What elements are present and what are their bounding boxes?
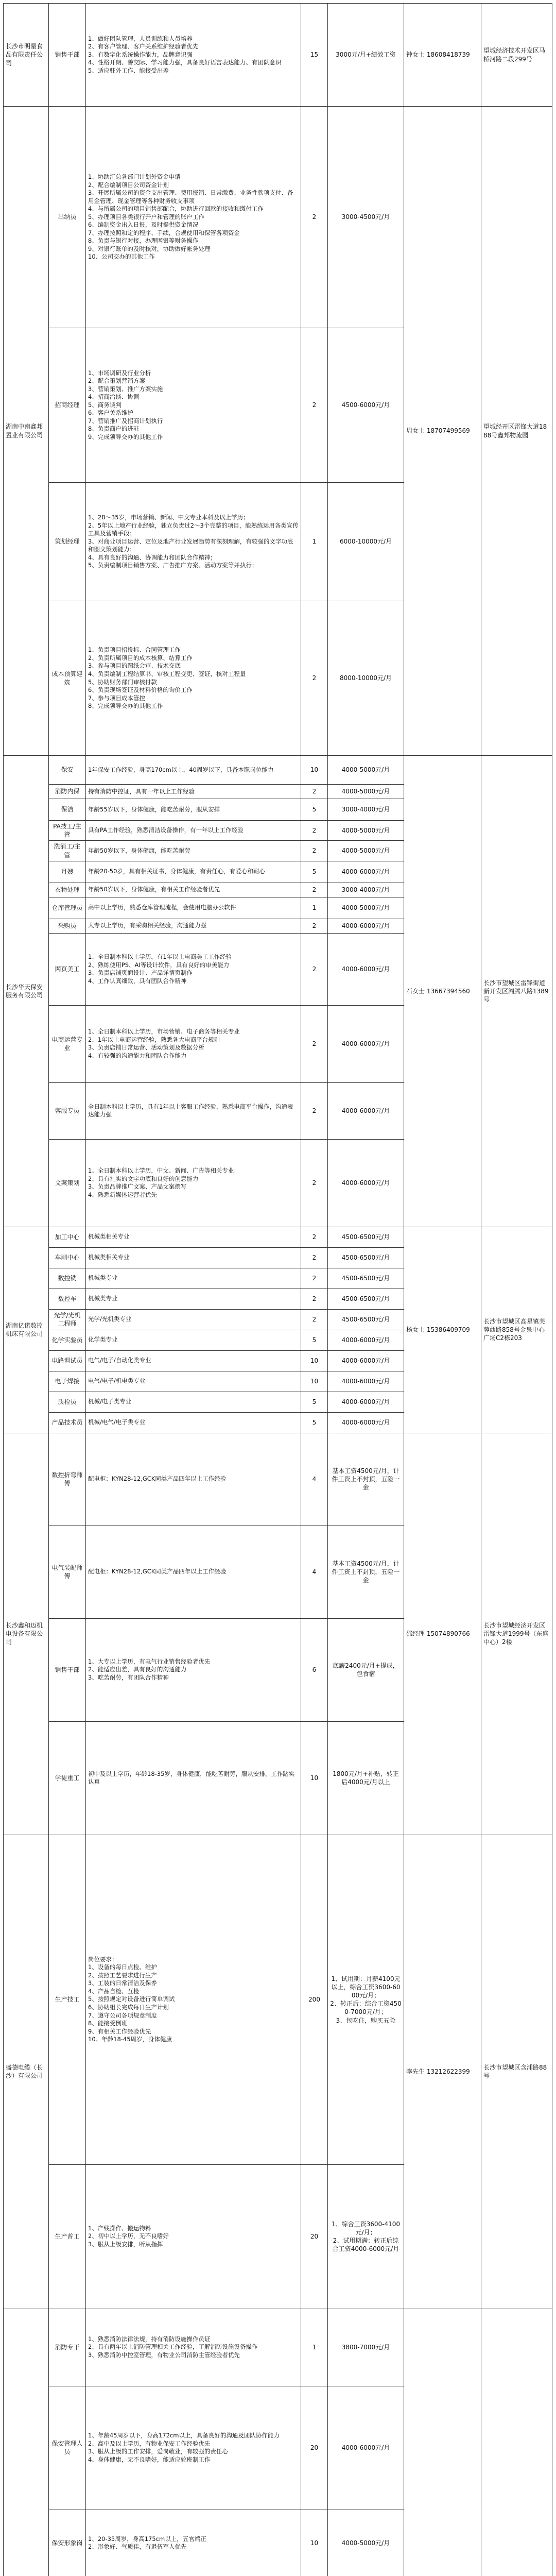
requirement-line: 6、负责现场签证及材料价格的询价工作 [88, 686, 193, 694]
contact-cell: 杨女士 15386409709 [404, 1227, 481, 1433]
salary-cell: 6000-10000元/月 [328, 483, 404, 601]
company-name-cell: 盛德电缆（长沙）有限公司 [4, 1835, 49, 2309]
requirement-line: 1、产线操作、搬运物料 [88, 2224, 151, 2232]
salary-cell: 4500-6000元/月 [328, 328, 404, 483]
recruitment-table-body [4, 4, 552, 2576]
requirement-line: 2、高中及以上学历，有物业保安工作经验优先 [88, 2439, 211, 2447]
requirement-line: 7、办理按照和定的程序、手续，合规使用和保管各项资金 [88, 229, 240, 236]
requirement-line: 机械类专业 [88, 1295, 118, 1302]
table-row [4, 2309, 552, 2386]
requirement-line: 3、参与项目的图纸会审、技术交底 [88, 662, 181, 670]
headcount-cell: 200 [301, 1835, 328, 2164]
job-title-cell: 月嫂 [49, 861, 86, 883]
requirement-line: 2、配合策划营销方案 [88, 377, 145, 385]
job-title-cell: PA技工/主管 [49, 821, 86, 841]
requirement-line: 7、参与项目成本管控 [88, 694, 145, 702]
headcount-cell: 10 [301, 756, 328, 785]
contact-cell [404, 2309, 481, 2576]
requirement-line: 4、负责编制工程结算书、审核工程变更、签证，核对工程量 [88, 670, 246, 677]
requirement-line: 5、商务谈判 [88, 401, 121, 409]
salary-cell: 3000-4000元/月 [328, 883, 404, 897]
job-requirements-cell [86, 1227, 301, 1247]
company-name-cell: 长沙市明星食品有限责任公司 [4, 4, 49, 107]
requirement-line: 光学/光机类专业 [88, 1315, 132, 1323]
table-row [4, 1433, 552, 1526]
job-requirements-cell [86, 919, 301, 933]
requirement-line: 5、负责编制项目销售方案、广告推广方案、活动方案等并执行； [88, 562, 258, 569]
salary-cell: 4000-6000元/月 [328, 1392, 404, 1412]
headcount-cell: 2 [301, 601, 328, 756]
requirement-line: 9、对银行账单的及时核对，协助做好帐务处理 [88, 245, 211, 252]
job-requirements-cell [86, 883, 301, 897]
job-requirements-cell [86, 4, 301, 107]
salary-cell: 4000-6000元/月 [328, 933, 404, 1005]
job-requirements-cell [86, 861, 301, 883]
salary-cell: 4000-6000元/月 [328, 1005, 404, 1082]
job-title-cell: 招商经理 [49, 328, 86, 483]
requirement-line: 2、配合编制项目公司资金计划 [88, 181, 169, 189]
requirement-line: 初中及以上学历，年龄18-35岁，身体健康，能吃苦耐劳，服从安排，工作踏实认真 [88, 1770, 295, 1786]
table-row [4, 756, 552, 785]
job-title-cell: 电商运营专业 [49, 1005, 86, 1082]
salary-cell: 4000-6000元/月 [328, 1412, 404, 1433]
job-requirements-cell [86, 821, 301, 841]
headcount-cell: 5 [301, 861, 328, 883]
requirement-line: 4、与所属公司的项目销售部配合，协助进行回款的接收和缴付工作 [88, 205, 264, 213]
requirement-line: 1、市场调研及行业分析 [88, 369, 151, 377]
requirement-line: 1、负责项目招投标、合同管理工作 [88, 646, 181, 654]
job-title-cell: 成本预算建筑 [49, 601, 86, 756]
headcount-cell: 2 [301, 841, 328, 861]
job-requirements-cell [86, 799, 301, 821]
requirement-line: 1、全日制本科以上学历，中文、新闻、广告等相关专业 [88, 1167, 234, 1175]
job-requirements-cell [86, 841, 301, 861]
salary-cell: 4500-6500元/月 [328, 1247, 404, 1268]
job-title-cell: 保洁 [49, 799, 86, 821]
contact-cell: 周女士 18707499569 [404, 107, 481, 756]
table-row [4, 4, 552, 107]
job-requirements-cell [86, 483, 301, 601]
headcount-cell: 2 [301, 1309, 328, 1330]
salary-cell: 4000-5000元/月 [328, 756, 404, 785]
job-requirements-cell [86, 1618, 301, 1721]
requirement-line: 8、负责商户的进驻 [88, 425, 140, 433]
requirement-line: 10、公司交办的其他工作 [88, 253, 155, 261]
requirement-line: 持有消防中控证，具有一年以上工作经验 [88, 787, 195, 795]
requirement-line: 配电柜：KYN28-12,GCK同类产品四年以上工作经验 [88, 1568, 227, 1575]
headcount-cell: 2 [301, 1268, 328, 1289]
job-requirements-cell [86, 1433, 301, 1526]
headcount-cell: 10 [301, 1350, 328, 1371]
job-requirements-cell [86, 1330, 301, 1350]
headcount-cell: 10 [301, 2510, 328, 2576]
job-title-cell: 销售干部 [49, 1618, 86, 1721]
salary-cell: 8000-10000元/月 [328, 601, 404, 756]
requirement-line: 5、按照规定对设备进行简单调试 [88, 1995, 175, 2003]
headcount-cell: 2 [301, 1227, 328, 1247]
salary-cell: 4500-6500元/月 [328, 1227, 404, 1247]
headcount-cell: 2 [301, 1139, 328, 1227]
requirement-line: 机械类相关专业 [88, 1253, 130, 1261]
salary-cell: 4000-5000元/月 [328, 785, 404, 799]
salary-cell: 1、试用期：月薪4100元以上，综合工资3600-6000元/月； 2、转正后：综合工资4500-7000元/月； 3、包吃住，购买五险 [328, 1835, 404, 2164]
job-title-cell: 仓库管理员 [49, 897, 86, 919]
requirement-line: 配电柜：KYN28-12,GCK同类产品四年以上工作经验 [88, 1475, 227, 1483]
salary-cell: 4000-6000元/月 [328, 861, 404, 883]
requirement-line: 1、大专以上学历，有电气行业销售经验者优先 [88, 1657, 211, 1665]
job-title-cell: 生产普工 [49, 2164, 86, 2309]
requirement-line: 机械/电子类专业 [88, 1398, 132, 1405]
headcount-cell: 5 [301, 1412, 328, 1433]
headcount-cell: 5 [301, 1330, 328, 1350]
job-title-cell: 保安 [49, 756, 86, 785]
requirement-line: 3、负责品牌推广文案、产品文案撰写 [88, 1183, 187, 1191]
job-title-cell: 产品技术员 [49, 1412, 86, 1433]
requirement-line: 1、年龄45周岁以下，身高172cm以上，具备良好的沟通及团队协作能力 [88, 2432, 280, 2439]
headcount-cell: 2 [301, 1005, 328, 1082]
requirement-line: 3、负责店铺页面设计、产品详情页制作 [88, 969, 193, 977]
requirement-line: 1、全日制本科以上学历，市场营销、电子商务等相关专业 [88, 1028, 240, 1036]
requirement-line: 10、年龄18-45周岁，身体健康 [88, 2036, 172, 2043]
recruitment-table [3, 3, 552, 2576]
requirement-line: 年龄55岁以下，身体健康，能吃苦耐劳，服从安排 [88, 805, 220, 813]
job-requirements-cell [86, 1835, 301, 2164]
salary-cell: 1800元/月+补贴，转正后4000元/月以上 [328, 1721, 404, 1835]
requirement-line: 3、吃苦耐劳，有团队合作精神 [88, 1674, 169, 1681]
job-title-cell: 洗消工/主管 [49, 841, 86, 861]
headcount-cell: 10 [301, 1721, 328, 1835]
requirement-line: 机械/电气/电子类专业 [88, 1418, 146, 1426]
recruitment-table-sheet [3, 3, 552, 2576]
table-row [4, 107, 552, 328]
job-title-cell: 数控折弯师傅 [49, 1433, 86, 1526]
requirement-line: 4、有较强的沟通能力和团队合作能力 [88, 1052, 187, 1059]
requirement-line: 3、服从上级安排，听从指挥 [88, 2241, 163, 2248]
company-name-cell [4, 2309, 49, 2576]
requirement-line: 1、熟悉消防法律法规，持有消防设施操作员证 [88, 2335, 211, 2343]
table-row [4, 1835, 552, 2164]
requirement-line: 4、性格开朗、善交际、学习能力强，具备良好语言表达能力、有团队意识 [88, 59, 282, 66]
requirement-line: 6、客户关系维护 [88, 409, 133, 417]
salary-cell: 底薪2400元/月+提成，包食宿 [328, 1618, 404, 1721]
job-title-cell: 消防专干 [49, 2309, 86, 2386]
job-title-cell: 车削中心 [49, 1247, 86, 1268]
job-requirements-cell [86, 756, 301, 785]
company-name-cell: 长沙华天保安服务有限公司 [4, 756, 49, 1227]
job-requirements-cell [86, 1005, 301, 1082]
requirement-line: 1、全日制本科以上学历，有1年以上电商美工工作经验 [88, 953, 232, 961]
requirement-line: 2、具有扎实的文字功底和良好的创意能力 [88, 1175, 199, 1182]
headcount-cell: 2 [301, 328, 328, 483]
job-title-cell: 出纳员 [49, 107, 86, 328]
requirement-line: 2、熟练使用PS、AI等设计软件，具有良好的审美能力 [88, 961, 230, 969]
job-title-cell: 电气装配师傅 [49, 1526, 86, 1618]
job-requirements-cell [86, 1412, 301, 1433]
requirement-line: 大专以上学历，有采购相关经验，沟通能力强 [88, 922, 206, 929]
company-name-cell: 湖南中南鑫邦置业有限公司 [4, 107, 49, 756]
requirement-line: 年龄20-50岁，具有相关证书，身体健康，有责任心，有爱心和耐心 [88, 868, 265, 875]
salary-cell: 4000-6000元/月 [328, 1350, 404, 1371]
address-cell: 长沙市望城区含浦路88号 [481, 1835, 552, 2309]
requirement-line: 1、协助汇总各部门计划外资金申请 [88, 173, 181, 181]
company-name-cell: 湖南亿诺数控机床有限公司 [4, 1227, 49, 1433]
job-title-cell: 采购员 [49, 919, 86, 933]
requirement-line: 4、工作认真细致，具有团队合作精神 [88, 977, 187, 985]
salary-cell: 4000-5000元/月 [328, 2510, 404, 2576]
salary-cell: 3000元/月+绩效工资 [328, 4, 404, 107]
requirement-line: 2、5年以上地产行业经验，独立负责过2～3个完整的项目，能熟练运用各类宣传工具及营销手段； [88, 521, 299, 537]
headcount-cell: 2 [301, 107, 328, 328]
requirement-line: 具有PA工作经验，熟悉清洁设备操作，有一年以上工作经验 [88, 826, 244, 834]
requirement-line: 4、产品自检、互检 [88, 1987, 140, 1995]
requirement-line: 2、能适应出差，具有良好的沟通能力 [88, 1666, 187, 1673]
requirement-line: 1、做好团队管理，人员训练和人员培养 [88, 35, 193, 42]
requirement-line: 3、有数字化系统操作能力，品牌意识强 [88, 50, 193, 58]
job-title-cell: 销售干部 [49, 4, 86, 107]
requirement-line: 9、有相关工作经验优先 [88, 2027, 151, 2035]
requirement-line: 化学类专业 [88, 1336, 118, 1344]
headcount-cell: 1 [301, 2309, 328, 2386]
job-title-cell: 保安管理人员 [49, 2386, 86, 2510]
requirement-line: 5、协助财务部门审核付款 [88, 678, 157, 686]
headcount-cell: 5 [301, 1392, 328, 1412]
salary-cell: 基本工资4500元/月，计件工资上不封顶，五险一金 [328, 1433, 404, 1526]
headcount-cell: 2 [301, 785, 328, 799]
headcount-cell: 4 [301, 1433, 328, 1526]
salary-cell: 4000-6000元/月 [328, 2386, 404, 2510]
headcount-cell: 2 [301, 883, 328, 897]
job-title-cell: 保安形象岗 [49, 2510, 86, 2576]
job-requirements-cell [86, 1526, 301, 1618]
job-title-cell: 策划经理 [49, 483, 86, 601]
job-requirements-cell [86, 1247, 301, 1268]
requirement-line: 高中以上学历，熟悉仓库管理流程，会使用电脑办公软件 [88, 904, 236, 911]
job-requirements-cell [86, 107, 301, 328]
job-title-cell: 化学实验员 [49, 1330, 86, 1350]
requirement-line: 2、形象好、气质佳，有退伍军人优先 [88, 2543, 187, 2551]
headcount-cell: 2 [301, 1289, 328, 1309]
requirement-line: 8、完成领导交办的其他工作 [88, 702, 163, 710]
contact-cell: 钟女士 18608418739 [404, 4, 481, 107]
salary-cell: 4000-6000元/月 [328, 919, 404, 933]
address-cell [481, 2309, 552, 2576]
job-requirements-cell [86, 1268, 301, 1289]
job-requirements-cell [86, 2510, 301, 2576]
job-requirements-cell [86, 1392, 301, 1412]
salary-cell: 4000-5000元/月 [328, 897, 404, 919]
headcount-cell: 2 [301, 821, 328, 841]
job-requirements-cell [86, 1371, 301, 1392]
job-requirements-cell [86, 328, 301, 483]
salary-cell: 1、综合工资3600-4100元/月； 2、试用期满：转正后综合工资4000-6000元/月 [328, 2164, 404, 2309]
job-requirements-cell [86, 2386, 301, 2510]
salary-cell: 3800-7000元/月 [328, 2309, 404, 2386]
requirement-line: 7、营销推广及招商计划执行 [88, 417, 163, 425]
requirement-line: 8、负责与银行对接，办理网银等财务操作 [88, 237, 199, 245]
headcount-cell: 10 [301, 1371, 328, 1392]
requirement-line: 3、对商业项目运营、定位及地产行业发展趋势有深刻理解，有较强的文字功底和图文策划能力； [88, 537, 293, 553]
requirement-line: 4、熟悉新媒体运营者优先 [88, 1191, 157, 1198]
job-title-cell: 衣物处理 [49, 883, 86, 897]
requirement-line: 1、设备的每日点检、维护 [88, 1963, 157, 1971]
requirement-line: 2、负责所属项目的成本核算、结算工作 [88, 654, 193, 662]
job-requirements-cell [86, 2309, 301, 2386]
address-cell: 长沙市望城经济开发区雷锋大道1999号（东盛中心）2楼 [481, 1433, 552, 1835]
job-requirements-cell [86, 1721, 301, 1835]
requirement-line: 年龄50岁以下，身体健康，有相关工作经验者优先 [88, 886, 220, 893]
requirement-line: 3、负责店铺日常运营、活动策划及数据分析 [88, 1044, 204, 1052]
headcount-cell: 2 [301, 933, 328, 1005]
requirement-line: 5、办理项目各类银行开户和管理的账户工作 [88, 213, 204, 221]
requirement-line: 7、遵守公司各项规章制度 [88, 2011, 157, 2019]
address-cell: 长沙市望城区高星镇芙蓉西路858号金泉中心广场C2栋203 [481, 1227, 552, 1433]
job-title-cell: 文案策划 [49, 1139, 86, 1227]
job-requirements-cell [86, 1289, 301, 1309]
job-requirements-cell [86, 2164, 301, 2309]
job-requirements-cell [86, 785, 301, 799]
requirement-line: 2、具有两年以上消防管理相关工作经验，了解消防设施设备操作 [88, 2343, 258, 2351]
table-row [4, 1227, 552, 1247]
requirement-line: 2、初中以上学历，无不良嗜好 [88, 2232, 169, 2240]
salary-cell: 4000-6000元/月 [328, 1082, 404, 1139]
job-title-cell: 光学/光机工程师 [49, 1309, 86, 1330]
requirement-line: 1、20-35周岁，身高175cm以上，五官端正 [88, 2535, 206, 2543]
headcount-cell: 2 [301, 919, 328, 933]
contact-cell: 李先生 13212622399 [404, 1835, 481, 2309]
requirement-line: 6、编制资金出入日报，及时提供资金情况 [88, 221, 199, 229]
requirement-line: 1、28～35岁，市场营销、新闻、中文专业本科及以上学历； [88, 514, 249, 521]
salary-cell: 4500-6500元/月 [328, 1268, 404, 1289]
requirement-line: 3、工装的日常清洁及保养 [88, 1979, 157, 1987]
headcount-cell: 2 [301, 1082, 328, 1139]
requirement-line: 全日制本科以上学历，具有1年以上客服工作经验，熟悉电商平台操作，沟通表达能力强 [88, 1103, 293, 1118]
job-title-cell: 电子焊接 [49, 1371, 86, 1392]
salary-cell: 基本工资4500元/月，计件工资上不封顶，五险一金 [328, 1526, 404, 1618]
requirement-line: 电气/电子/自动化类专业 [88, 1357, 151, 1364]
job-title-cell: 网页美工 [49, 933, 86, 1005]
requirement-line: 4、招商洽谈、协调 [88, 393, 140, 401]
requirement-line: 年龄50岁以下，身体健康，能吃苦耐劳 [88, 846, 190, 854]
headcount-cell: 4 [301, 1526, 328, 1618]
contact-cell: 石女士 13667394560 [404, 756, 481, 1227]
address-cell: 长沙市望城区雷锋街道新开发区湘腾八路1389号 [481, 756, 552, 1227]
job-title-cell: 加工中心 [49, 1227, 86, 1247]
job-requirements-cell [86, 1139, 301, 1227]
headcount-cell: 20 [301, 2386, 328, 2510]
requirement-line: 8、能接受倒班 [88, 2020, 128, 2027]
headcount-cell: 2 [301, 1247, 328, 1268]
salary-cell: 4000-5000元/月 [328, 821, 404, 841]
salary-cell: 3000-4500元/月 [328, 107, 404, 328]
requirement-line: 4、身体健康，无不良嗜好，能适应轮班制工作 [88, 2455, 211, 2463]
requirement-line: 机械类专业 [88, 1274, 118, 1282]
requirement-line: 2、按照工艺要求进行生产 [88, 1971, 157, 1979]
headcount-cell: 1 [301, 897, 328, 919]
job-title-cell: 消防内保 [49, 785, 86, 799]
requirement-line: 5、适应驻外工作、能接受出差 [88, 66, 169, 74]
job-requirements-cell [86, 1350, 301, 1371]
job-title-cell: 数控铣 [49, 1268, 86, 1289]
requirement-line: 9、完成领导交办的其他工作 [88, 433, 163, 440]
salary-cell: 3000-4000元/月 [328, 799, 404, 821]
requirement-line: 4、具有良好的沟通、协调能力和团队合作精神； [88, 553, 216, 561]
headcount-cell: 1 [301, 483, 328, 601]
salary-cell: 4000-6000元/月 [328, 1330, 404, 1350]
job-requirements-cell [86, 1309, 301, 1330]
requirement-line: 3、服从上级的工作安排，爱岗敬业，有较强的责任心 [88, 2448, 228, 2455]
job-title-cell: 客服专员 [49, 1082, 86, 1139]
headcount-cell: 15 [301, 4, 328, 107]
job-title-cell: 电路调试员 [49, 1350, 86, 1371]
salary-cell: 4500-6500元/月 [328, 1289, 404, 1309]
salary-cell: 4000-6000元/月 [328, 1371, 404, 1392]
headcount-cell: 5 [301, 799, 328, 821]
requirement-line: 3、熟悉消防中控室管理，有物业公司消防主管经验者优先 [88, 2351, 240, 2359]
address-cell: 望城经济技术开发区马桥河路二段299号 [481, 4, 552, 107]
company-name-cell: 长沙鑫和迈机电设备有限公司 [4, 1433, 49, 1835]
contact-cell: 邵经理 15074890766 [404, 1433, 481, 1835]
headcount-cell: 20 [301, 2164, 328, 2309]
address-cell: 望城经开区雷锋大道1888号鑫邦物流园 [481, 107, 552, 756]
job-title-cell: 学徒重工 [49, 1721, 86, 1835]
salary-cell: 4000-6000元/月 [328, 1139, 404, 1227]
job-requirements-cell [86, 601, 301, 756]
job-title-cell: 生产技工 [49, 1835, 86, 2164]
requirement-line: 2、1年以上电商运营经验，熟悉各大电商平台规则 [88, 1036, 220, 1043]
requirement-line: 3、营销策划、推广方案实施 [88, 385, 163, 393]
job-requirements-cell [86, 897, 301, 919]
requirement-line: 2、有客户管理、客户关系维护经验者优先 [88, 43, 199, 50]
salary-cell: 4000-5000元/月 [328, 841, 404, 861]
job-requirements-cell [86, 933, 301, 1005]
requirement-line: 1年保安工作经验，身高170cm以上，40周岁以下，具备本职岗位能力 [88, 766, 274, 773]
job-requirements-cell [86, 1082, 301, 1139]
requirement-line: 机械类相关专业 [88, 1233, 130, 1241]
job-title-cell: 数控车 [49, 1289, 86, 1309]
requirement-line: 3、开展所属公司的资金支出管理、费用报销、日常缴费、业务性款项支付、备用金管理、现金管理等各种财务收支事项 [88, 189, 293, 205]
headcount-cell: 6 [301, 1618, 328, 1721]
salary-cell: 4500-6500元/月 [328, 1309, 404, 1330]
requirement-line: 6、协助组长完成每日生产计划 [88, 2004, 169, 2011]
requirement-line: 电气/电子/机电类专业 [88, 1377, 146, 1385]
requirement-line: 岗位要求： [88, 1955, 118, 1963]
job-title-cell: 质检员 [49, 1392, 86, 1412]
